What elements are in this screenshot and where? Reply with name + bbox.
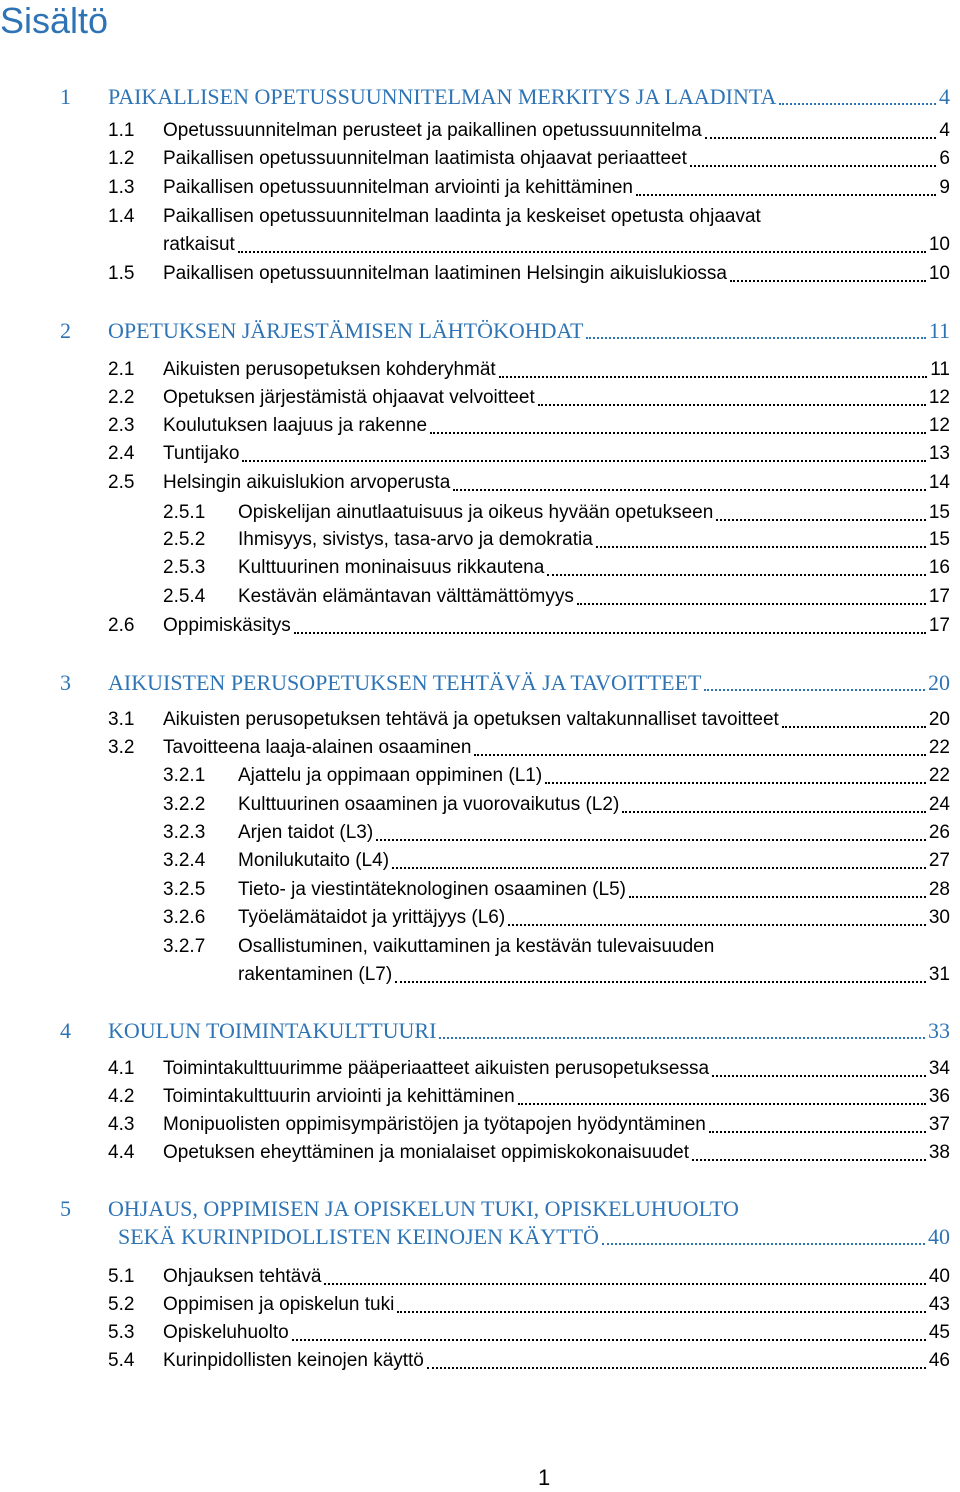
toc-entry[interactable] xyxy=(0,735,960,765)
toc-entry-number: 2.5.3 xyxy=(163,557,206,578)
toc-entry-page: 43 xyxy=(928,1294,950,1315)
toc-entry[interactable] xyxy=(0,1084,960,1114)
toc-entry[interactable] xyxy=(0,527,960,557)
dot-leader xyxy=(545,782,926,784)
toc-entry-number: 1.2 xyxy=(108,148,135,169)
toc-entry-number: 2.5 xyxy=(108,472,135,493)
toc-entry-page: 17 xyxy=(928,615,950,636)
toc-entry-number: 4.4 xyxy=(108,1142,135,1163)
toc-entry-page: 31 xyxy=(928,964,950,985)
dot-leader xyxy=(596,546,926,548)
toc-entry-title: Tuntijako xyxy=(163,443,240,464)
toc-entry[interactable] xyxy=(0,1264,960,1294)
toc-entry-title: Aikuisten perusopetuksen tehtävä ja opetuksen valtakunnalliset tavoitteet xyxy=(163,709,779,730)
dot-leader xyxy=(474,754,925,756)
dot-leader xyxy=(712,1075,926,1077)
toc-entry[interactable] xyxy=(0,1348,960,1378)
toc-entry-number: 3.2 xyxy=(108,737,135,758)
toc-entry-page: 20 xyxy=(928,709,950,730)
dot-leader xyxy=(242,460,925,462)
toc-entry[interactable] xyxy=(0,820,960,850)
dot-leader xyxy=(427,1367,926,1369)
dot-leader xyxy=(782,726,926,728)
toc-entry-title: AIKUISTEN PERUSOPETUKSEN TEHTÄVÄ JA TAVOITTEET xyxy=(108,670,702,695)
toc-entry-title: Kulttuurinen moninaisuus rikkautena xyxy=(238,557,545,578)
toc-entry[interactable] xyxy=(0,934,960,964)
dot-leader xyxy=(577,603,926,605)
toc-entry-page: 26 xyxy=(928,822,950,843)
toc-entry-number: 4.1 xyxy=(108,1058,135,1079)
toc-entry-title: Monipuolisten oppimisympäristöjen ja työtapojen hyödyntäminen xyxy=(163,1114,706,1135)
toc-entry-number: 2 xyxy=(60,318,71,343)
toc-entry[interactable] xyxy=(0,357,960,387)
toc-entry-page: 20 xyxy=(928,670,950,695)
dot-leader xyxy=(292,1339,926,1341)
toc-entry-page: 11 xyxy=(928,318,950,343)
toc-entry-page: 22 xyxy=(928,765,950,786)
toc-entry-page: 16 xyxy=(928,557,950,578)
toc-entry-number: 5.4 xyxy=(108,1350,135,1371)
toc-entry-page: 9 xyxy=(939,177,950,198)
toc-entry[interactable] xyxy=(0,613,960,643)
toc-entry-number: 3.2.5 xyxy=(163,879,206,900)
toc-entry-page: 10 xyxy=(928,234,950,255)
toc-entry-title: Opiskeluhuolto xyxy=(163,1322,289,1343)
dot-leader xyxy=(392,867,926,869)
toc-entry-page: 38 xyxy=(928,1142,950,1163)
toc-entry-page: 17 xyxy=(928,586,950,607)
toc-entry-title: Koulutuksen laajuus ja rakenne xyxy=(163,415,428,436)
toc-entry-number: 3.1 xyxy=(108,709,135,730)
toc-entry-title: PAIKALLISEN OPETUSSUUNNITELMAN MERKITYS JA LAADINTA xyxy=(108,84,777,109)
toc-entry[interactable] xyxy=(0,792,960,822)
toc-entry-number: 2.4 xyxy=(108,443,135,464)
toc-entry-number: 3.2.3 xyxy=(163,822,206,843)
toc-entry-page: 40 xyxy=(928,1224,950,1249)
toc-entry-title: Opiskelijan ainutlaatuisuus ja oikeus hyvään opetukseen xyxy=(238,502,714,523)
toc-entry-title: Toimintakulttuurimme pääperiaatteet aikuisten perusopetuksessa xyxy=(163,1058,710,1079)
dot-leader xyxy=(453,489,926,491)
dot-leader xyxy=(629,896,926,898)
toc-entry-title: Työelämätaidot ja yrittäjyys (L6) xyxy=(238,907,506,928)
toc-entry-page: 33 xyxy=(928,1018,950,1043)
dot-leader xyxy=(690,165,937,167)
dot-leader xyxy=(518,1103,926,1105)
toc-entry[interactable] xyxy=(0,204,960,234)
toc-entry-title: Oppimiskäsitys xyxy=(163,615,291,636)
toc-entry-title: Helsingin aikuislukion arvoperusta xyxy=(163,472,451,493)
toc-entry-title: Opetuksen eheyttäminen ja monialaiset oppimiskokonaisuudet xyxy=(163,1142,689,1163)
toc-entry-continuation[interactable] xyxy=(0,962,960,992)
toc-entry-title: Tavoitteena laaja-alainen osaaminen xyxy=(163,737,472,758)
toc-entry-page: 4 xyxy=(939,84,950,109)
toc-entry-title: Oppimisen ja opiskelun tuki xyxy=(163,1294,395,1315)
dot-leader xyxy=(779,103,936,105)
dot-leader xyxy=(602,1243,925,1245)
toc-entry[interactable] xyxy=(0,877,960,907)
toc-entry[interactable] xyxy=(0,413,960,443)
dot-leader xyxy=(547,574,926,576)
toc-entry-number: 5.3 xyxy=(108,1322,135,1343)
toc-entry[interactable] xyxy=(0,146,960,176)
toc-entry[interactable] xyxy=(0,1056,960,1086)
toc-entry-page: 22 xyxy=(928,737,950,758)
dot-leader xyxy=(324,1283,925,1285)
toc-entry[interactable] xyxy=(0,118,960,148)
toc-entry-title: Kurinpidollisten keinojen käyttö xyxy=(163,1350,424,1371)
toc-entry-number: 4.3 xyxy=(108,1114,135,1135)
toc-entry[interactable] xyxy=(0,1112,960,1142)
toc-entry-number: 2.2 xyxy=(108,387,135,408)
toc-entry-number: 3.2.7 xyxy=(163,936,206,957)
toc-entry-number: 1.1 xyxy=(108,120,135,141)
toc-entry-title: Kestävän elämäntavan välttämättömyys xyxy=(238,586,574,607)
toc-entry[interactable] xyxy=(0,1292,960,1322)
dot-leader xyxy=(499,376,928,378)
toc-entry-title: OHJAUS, OPPIMISEN JA OPISKELUN TUKI, OPISKELUHUOLTO xyxy=(108,1196,739,1221)
toc-entry-page: 11 xyxy=(930,359,950,380)
toc-entry[interactable] xyxy=(0,584,960,614)
toc-entry[interactable] xyxy=(0,848,960,878)
toc-entry-title: Arjen taidot (L3) xyxy=(238,822,374,843)
toc-entry-number: 2.3 xyxy=(108,415,135,436)
toc-entry-title: KOULUN TOIMINTAKULTTUURI xyxy=(108,1018,437,1043)
page-number: 1 xyxy=(538,1465,551,1490)
toc-entry-number: 5.2 xyxy=(108,1294,135,1315)
toc-entry-title: Kulttuurinen osaaminen ja vuorovaikutus (L2) xyxy=(238,794,620,815)
toc-entry-title: Paikallisen opetussuunnitelman laadinta ja keskeiset opetusta ohjaavat xyxy=(163,206,761,227)
toc-entry-page: 15 xyxy=(928,529,950,550)
dot-leader xyxy=(586,337,925,339)
toc-entry-number: 2.5.4 xyxy=(163,586,206,607)
toc-entry[interactable] xyxy=(0,905,960,935)
toc-entry[interactable] xyxy=(0,84,960,114)
dot-leader xyxy=(238,251,926,253)
toc-entry-page: 12 xyxy=(928,415,950,436)
toc-entry-title: Opetussuunnitelman perusteet ja paikallinen opetussuunnitelma xyxy=(163,120,702,141)
toc-entry-page: 40 xyxy=(928,1266,950,1287)
toc-entry-page: 30 xyxy=(928,907,950,928)
dot-leader xyxy=(430,432,926,434)
dot-leader xyxy=(538,404,926,406)
dot-leader xyxy=(705,137,937,139)
toc-entry-number: 4 xyxy=(60,1018,71,1043)
dot-leader xyxy=(294,632,926,634)
toc-entry-number: 4.2 xyxy=(108,1086,135,1107)
toc-entry-page: 27 xyxy=(928,850,950,871)
toc-entry-title: Paikallisen opetussuunnitelman laatiminen Helsingin aikuislukiossa xyxy=(163,263,727,284)
toc-entry[interactable] xyxy=(0,441,960,471)
toc-entry-page: 24 xyxy=(928,794,950,815)
toc-entry-page: 34 xyxy=(928,1058,950,1079)
toc-entry-continuation[interactable] xyxy=(0,1224,960,1254)
dot-leader xyxy=(716,519,926,521)
toc-entry[interactable] xyxy=(0,175,960,205)
toc-entry[interactable] xyxy=(0,670,960,700)
toc-entry[interactable] xyxy=(0,1140,960,1170)
toc-entry[interactable] xyxy=(0,555,960,585)
toc-entry-number: 2.1 xyxy=(108,359,135,380)
toc-entry-number: 3.2.2 xyxy=(163,794,206,815)
toc-entry-page: 37 xyxy=(928,1114,950,1135)
toc-entry-number: 2.5.1 xyxy=(163,502,206,523)
dot-leader xyxy=(622,811,926,813)
toc-entry-title: Osallistuminen, vaikuttaminen ja kestävän tulevaisuuden xyxy=(238,936,715,957)
toc-entry-title-line2: rakentaminen (L7) xyxy=(238,964,393,985)
toc-entry-page: 10 xyxy=(928,263,950,284)
toc-entry-page: 15 xyxy=(928,502,950,523)
toc-entry[interactable] xyxy=(0,318,960,348)
dot-leader xyxy=(709,1131,926,1133)
toc-entry-page: 28 xyxy=(928,879,950,900)
toc-entry-title: Paikallisen opetussuunnitelman laatimista ohjaavat periaatteet xyxy=(163,148,687,169)
toc-entry-page: 6 xyxy=(939,148,950,169)
toc-entry-title: Monilukutaito (L4) xyxy=(238,850,390,871)
toc-entry-number: 1.4 xyxy=(108,206,135,227)
toc-entry-number: 5 xyxy=(60,1196,71,1221)
dot-leader xyxy=(704,689,925,691)
dot-leader xyxy=(636,194,936,196)
dot-leader xyxy=(376,839,926,841)
toc-entry[interactable] xyxy=(0,385,960,415)
toc-entry[interactable] xyxy=(0,470,960,500)
toc-entry-title: OPETUKSEN JÄRJESTÄMISEN LÄHTÖKOHDAT xyxy=(108,318,584,343)
toc-entry-continuation[interactable] xyxy=(0,232,960,262)
toc-entry-number: 3.2.6 xyxy=(163,907,206,928)
toc-entry-title-line2: ratkaisut xyxy=(163,234,235,255)
toc-entry-title: Tieto- ja viestintäteknologinen osaaminen (L5) xyxy=(238,879,626,900)
toc-entry[interactable] xyxy=(0,1320,960,1350)
toc-entry-number: 5.1 xyxy=(108,1266,135,1287)
toc-entry-title: Paikallisen opetussuunnitelman arviointi ja kehittäminen xyxy=(163,177,633,198)
dot-leader xyxy=(439,1037,925,1039)
toc-entry-page: 13 xyxy=(928,443,950,464)
dot-leader xyxy=(508,924,926,926)
toc-entry-title: Ajattelu ja oppimaan oppiminen (L1) xyxy=(238,765,543,786)
toc-entry-number: 3.2.1 xyxy=(163,765,206,786)
toc-entry[interactable] xyxy=(0,1018,960,1048)
toc-entry-title: Aikuisten perusopetuksen kohderyhmät xyxy=(163,359,496,380)
toc-entry[interactable] xyxy=(0,763,960,793)
toc-entry[interactable] xyxy=(0,707,960,737)
toc-entry-page: 14 xyxy=(928,472,950,493)
toc-entry[interactable] xyxy=(0,261,960,291)
page-title: Sisältö xyxy=(0,0,109,41)
toc-entry-number: 2.5.2 xyxy=(163,529,206,550)
toc-entry-page: 4 xyxy=(939,120,950,141)
toc-entry-title: Opetuksen järjestämistä ohjaavat velvoitteet xyxy=(163,387,535,408)
toc-entry-page: 46 xyxy=(928,1350,950,1371)
toc-entry[interactable] xyxy=(0,500,960,530)
dot-leader xyxy=(692,1159,926,1161)
toc-entry-title: Ihmisyys, sivistys, tasa-arvo ja demokratia xyxy=(238,529,593,550)
toc-entry-page: 12 xyxy=(928,387,950,408)
dot-leader xyxy=(397,1311,926,1313)
toc-entry-number: 2.6 xyxy=(108,615,135,636)
toc-entry-number: 1 xyxy=(60,84,71,109)
toc-entry-title-line2: SEKÄ KURINPIDOLLISTEN KEINOJEN KÄYTTÖ xyxy=(118,1224,599,1249)
dot-leader xyxy=(730,280,926,282)
toc-entry-number: 1.5 xyxy=(108,263,135,284)
toc-entry-page: 45 xyxy=(928,1322,950,1343)
toc-entry-title: Toimintakulttuurin arviointi ja kehittäminen xyxy=(163,1086,515,1107)
toc-entry-number: 3 xyxy=(60,670,71,695)
toc-entry-number: 1.3 xyxy=(108,177,135,198)
toc-entry[interactable] xyxy=(0,1196,960,1226)
toc-entry-title: Ohjauksen tehtävä xyxy=(163,1266,322,1287)
dot-leader xyxy=(395,981,926,983)
toc-entry-page: 36 xyxy=(928,1086,950,1107)
toc-entry-number: 3.2.4 xyxy=(163,850,206,871)
